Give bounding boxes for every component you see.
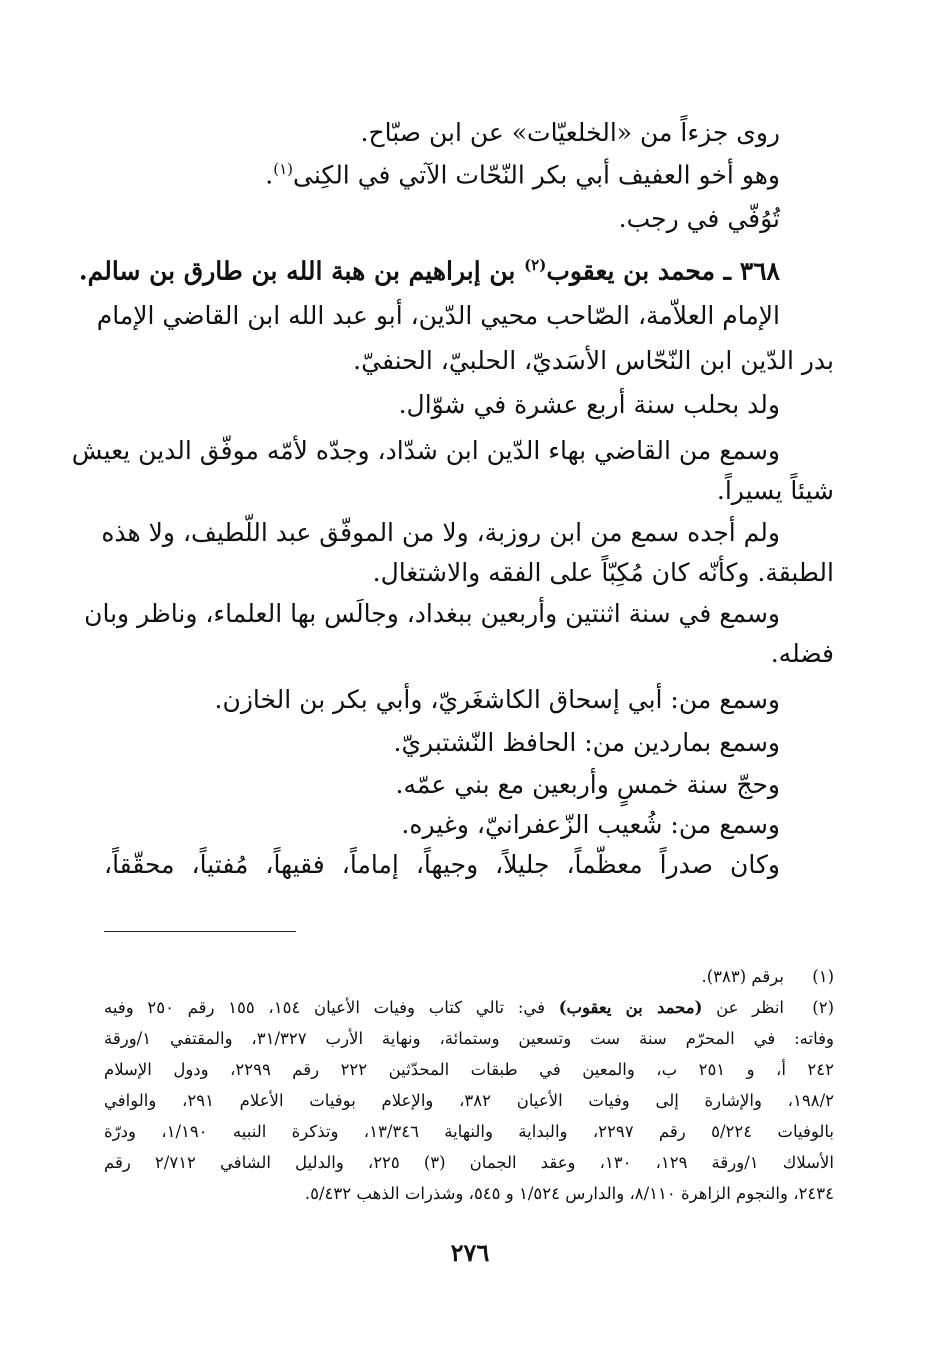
entry-title: ٣٦٨ ـ محمد بن يعقوب$^{(٢)}$ بن إبراهيم بن هبة الله بن طارق بن سالم. <box>78 256 780 286</box>
text-line: روى جزءاً من «الخلعيّات» عن ابن صبّاح. <box>360 118 780 147</box>
text-line: فضله. <box>770 639 834 668</box>
footnote-text: ٢٤٣٤، والنجوم الزاهرة ٨/١١٠، والدارس ١/٥٢٤ و ٥٤٥، وشذرات الذهب ٥/٤٣٢. <box>304 1184 834 1203</box>
text-line: بدر الدّين ابن النّحّاس الأسَديّ، الحلبيّ، الحنفيّ. <box>353 346 834 375</box>
text-line: ولد بحلب سنة أربع عشرة في شوّال. <box>398 390 780 419</box>
footnote-separator <box>104 931 296 932</box>
footnote-text: ٢٤٢ أ، و ٢٥١ ب، والمعين في طبقات المحدّثين ٢٢٢ رقم ٢٢٩٩، ودول الإسلام <box>104 1060 834 1079</box>
text-line: شيئاً يسيراً. <box>716 476 834 505</box>
text-line: الإمام العلاّمة، الصّاحب محيي الدّين، أبو عبد الله ابن القاضي الإمام <box>96 301 780 330</box>
footnote-text: انظر عن (محمد بن يعقوب) في: تالي كتاب وفيات الأعيان ١٥٤، ١٥٥ رقم ٢٥٠ وفيه <box>104 998 784 1017</box>
text-line: وسمع في سنة اثنتين وأربعين ببغداد، وجالَس بها العلماء، وناظر وبان <box>84 599 780 628</box>
text-line: وسمع من: أبي إسحاق الكاشغَريّ، وأبي بكر بن الخازن. <box>214 685 780 714</box>
footnote-number: (٢) <box>812 998 834 1017</box>
text-line: وكان صدراً معظّماً، جليلاً، وجيهاً، إماماً، فقيهاً، مُفتياً، محقّقاً، <box>104 850 780 879</box>
text-line: وسمع بماردين من: الحافظ النّشتبريّ. <box>393 728 780 757</box>
text-line: وسمع من: شُعيب الزّعفرانيّ، وغيره. <box>401 810 780 839</box>
text-line: ولم أجده سمع من ابن روزبة، ولا من الموفّق عبد اللّطيف، ولا هذه <box>101 518 780 547</box>
footnote-text: ١٩٨/٢، والإشارة إلى وفيات الأعيان ٣٨٢، والإعلام بوفيات الأعلام ٢٩١، والوافي <box>104 1091 834 1110</box>
footnote-text: برقم (٣٨٣). <box>701 967 784 986</box>
text-line: الطبقة. وكأنّه كان مُكِبّاً على الفقه والاشتغال. <box>372 558 834 587</box>
text-line: تُوُفّي في رجب. <box>618 204 780 233</box>
footnote-text: الأسلاك ١/ورقة ١٢٩، ١٣٠، وعقد الجمان (٣) ٢٢٥، والدليل الشافي ٢/٧١٢ رقم <box>104 1153 834 1172</box>
text-line: وحجّ سنة خمسٍ وأربعين مع بني عمّه. <box>395 770 780 799</box>
text-line: وسمع من القاضي بهاء الدّين ابن شدّاد، وجدّه لأمّه موفّق الدين يعيش <box>71 436 780 465</box>
footnote-number: (١) <box>812 967 834 986</box>
footnote-ref: (٢) <box>524 256 547 274</box>
text-line: وهو أخو العفيف أبي بكر النّحّات الآتي في الكِنى$^{(١)}$. <box>265 160 780 190</box>
footnote-text: وفاته: في المحرّم سنة ست وتسعين وستمائة، ونهاية الأرب ٣١/٣٢٧، والمقتفي ١/ورقة <box>104 1029 834 1048</box>
footnote-text: بالوفيات ٥/٢٢٤ رقم ٢٢٩٧، والبداية والنهاية ١٣/٣٤٦، وتذكرة النبيه ١/١٩٠، ودرّة <box>104 1122 835 1141</box>
page-number: ٢٧٦ <box>450 1238 490 1267</box>
footnote-ref: (١) <box>273 160 293 178</box>
